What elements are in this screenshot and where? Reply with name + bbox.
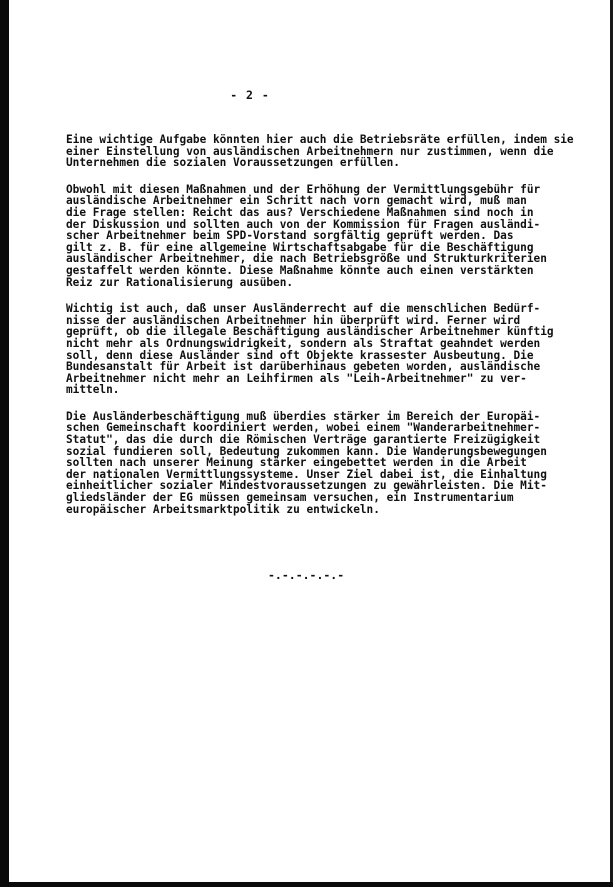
text-line: Unternehmen die sozialen Voraussetzungen erfüllen. <box>66 156 400 170</box>
paragraph-1 <box>66 134 606 169</box>
page-number: - 2 - <box>230 88 270 102</box>
end-separator: -.-.-.-.-.- <box>268 568 345 582</box>
text-line: ausländischer Arbeitnehmer, die nach Betriebsgröße und Strukturkriterien <box>66 252 547 266</box>
text-line: einheitlicher sozialer Mindestvoraussetzungen zu gewährleisten. Die Mit- <box>66 479 547 493</box>
text-line: Wichtig ist auch, daß unser Ausländerrecht auf die menschlichen Bedürf- <box>66 302 541 316</box>
text-line: der Diskussion und sollten auch von der Kommission für Fragen ausländi- <box>66 217 541 231</box>
text-line: schen Gemeinschaft koordiniert werden, wobei einem "Wanderarbeitnehmer- <box>66 421 541 435</box>
text-line: Statut", das die durch die Römischen Verträge garantierte Freizügigkeit <box>66 433 541 447</box>
paragraph-3 <box>66 303 606 396</box>
text-line: die Frage stellen: Reicht das aus? Verschiedene Maßnahmen sind noch in <box>66 205 534 219</box>
text-line: soll, denn diese Ausländer sind oft Objekte krassester Ausbeutung. Die <box>66 348 534 362</box>
body-text <box>66 134 606 530</box>
text-line: einer Einstellung von ausländischen Arbeitnehmern nur zustimmen, wenn die <box>66 144 554 158</box>
text-line: Obwohl mit diesen Maßnahmen und der Erhöhung der Vermittlungsgebühr für <box>66 182 541 196</box>
text-line: scher Arbeitnehmer beim SPD-Vorstand sorgfältig geprüft werden. Das <box>66 229 514 243</box>
paragraph-4 <box>66 411 606 515</box>
text-line: der nationalen Vermittlungssysteme. Unser Ziel dabei ist, die Einhaltung <box>66 467 547 481</box>
text-line: ausländische Arbeitnehmer ein Schritt nach vorn gemacht wird, muß man <box>66 194 527 208</box>
text-line: Eine wichtige Aufgabe könnten hier auch die Betriebsräte erfüllen, indem sie <box>66 133 574 146</box>
text-line: Arbeitnehmer nicht mehr an Leihfirmen als "Leih-Arbeitnehmer" zu ver- <box>66 371 527 385</box>
text-line: geprüft, ob die illegale Beschäftigung ausländischer Arbeitnehmer künftig <box>66 325 554 339</box>
text-line: mitteln. <box>66 383 120 397</box>
scan-border-bottom <box>0 882 613 887</box>
text-line: nicht mehr als Ordnungswidrigkeit, sondern als Straftat geahndet werden <box>66 336 541 350</box>
text-line: europäischer Arbeitsmarktpolitik zu entwickeln. <box>66 502 380 516</box>
text-line: gestaffelt werden könnte. Diese Maßnahme könnte auch einen verstärkten <box>66 263 534 277</box>
text-line: gilt z. B. für eine allgemeine Wirtschaftsabgabe für die Beschäftigung <box>66 240 534 254</box>
text-line: nisse der ausländischen Arbeitnehmer hin überprüft wird. Ferner wird <box>66 313 521 327</box>
text-line: Bundesanstalt für Arbeit ist darüberhinaus gebeten worden, ausländische <box>66 360 541 374</box>
text-line: sollten nach unserer Meinung stärker eingebettet werden in die Arbeit <box>66 456 527 470</box>
text-line: Reiz zur Rationalisierung ausüben. <box>66 275 294 289</box>
paragraph-2 <box>66 184 606 288</box>
text-line: Die Ausländerbeschäftigung muß überdies stärker im Bereich der Europäi- <box>66 409 541 423</box>
text-line: sozial fundieren soll, Bedeutung zukommen kann. Die Wanderungsbewegungen <box>66 444 547 458</box>
scan-border-left <box>0 0 9 887</box>
text-line: gliedsländer der EG müssen gemeinsam versuchen, ein Instrumentarium <box>66 491 514 505</box>
